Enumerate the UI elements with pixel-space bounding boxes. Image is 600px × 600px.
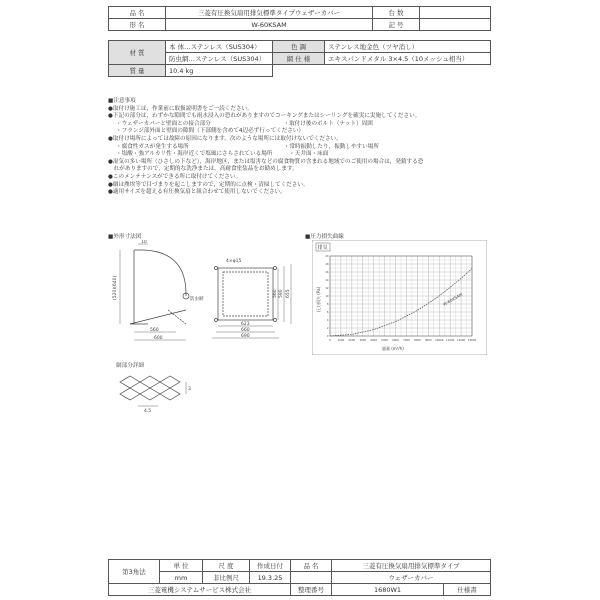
note-line: ・腐食性ガスが発生する場所 ・常時振動したり，振動しやすい場所 [116,143,379,150]
name-label-footer: 品 名 [291,560,332,572]
dim-690: 690 [241,334,250,339]
material-label: 材 質 [109,41,166,65]
y-tick-label: 12 [325,287,329,290]
x-tick-label: 0 [329,339,331,342]
qty-value [420,7,491,19]
docno-label: 整理番号 [291,584,332,596]
net-label: 防虫網 [190,297,204,302]
scale-label: 尺 度 [203,560,250,572]
color-label: 色 調 [273,41,325,53]
x-tick-label: 1000 [337,339,345,342]
unit-label: 単 位 [160,560,203,572]
notes-title: ■注意事項 [108,98,136,104]
y-tick-label: 4 [326,319,329,322]
dim-top: 10 [141,240,147,245]
sign-label: 記 号 [373,19,420,31]
mesh-detail [116,368,196,418]
note-line: ・塩酸・強アルカリ性・海岸近くで塩風にさらされている場所 ・天井面・床面 [116,151,329,158]
weight-value: 10.4 kg [166,65,273,77]
mesh-title: 網部分詳細 [116,363,144,369]
dim-623: 623 [241,322,250,327]
notes-section [108,98,508,197]
x-tick-label: 6000 [392,339,399,342]
chart-title: 排気 [317,245,328,251]
x-tick-label: 3000 [359,339,367,342]
mesh-label: 網 仕 様 [273,53,325,65]
note-line: ●下記の部分は，わずかな隙間でも雨水浸入の恐れがありますのでコーキングまたはシーリングを確実に実施してください。 [108,113,421,120]
x-tick-label: 12000 [456,339,466,342]
x-axis-label: 風量 (m³/h) [382,346,404,351]
qty-label: 台 数 [373,7,420,19]
dim-590-v: 590 [279,289,284,298]
x-tick-label: 9000 [425,339,432,342]
dim-left-vert: (520)(640) [113,275,118,300]
weight-label: 質 量 [109,65,166,77]
material-fin: 防虫網…ステンレス（SUS304） [166,53,273,65]
mesh-value: エキスパンドメタル 3×4.5（10メッシュ相当） [325,53,491,65]
company-name: 三菱電機システムサービス株式会社 [109,584,291,596]
x-tick-label: 4000 [370,339,377,342]
x-tick-label: 7000 [403,339,410,342]
y-tick-label: 10 [325,295,329,298]
side-view-hood [134,250,186,296]
spec-table [108,40,491,77]
x-tick-label: 8000 [414,339,421,342]
model-label: 形 名 [109,19,166,31]
dim-600: 600 [154,336,163,341]
name-value: 三菱有圧換気扇用排気標準タイプウェザーカバー [166,7,373,19]
note-line: ●取付け場所によっては故障の原因になります。次のような場所には取付けないでください。 [108,135,342,142]
x-tick-label: 10000 [435,339,444,342]
dim-660: 660 [241,328,250,333]
spec-label: 仕様書 [444,584,491,596]
note-line: ●湿気の多い場所（ひさしの下など），海岸地区，または塩害などの腐食物質の含まれる地域でのご使用の場合は，発錆する恐 [108,158,424,165]
docno-value: 1680W1 [332,584,444,596]
curve-annotation: W-60KSAM [442,291,464,307]
y-tick-label: 20 [325,255,329,258]
y-tick-label: 14 [325,279,329,282]
note-line: ●網は塵埃等で目づまりを起こしますので，定期的に点検・清掃してください。 [108,181,309,188]
x-tick-label: 5000 [381,339,388,342]
pressure-loss-chart [312,240,487,355]
y-tick-label: 6 [326,311,329,314]
y-tick-label: 2 [326,327,329,330]
x-tick-label: 11000 [446,339,455,342]
y-tick-label: 16 [325,271,329,274]
projection-label: 第3角法 [109,560,160,584]
note-line: ・ウェザーカバーと壁面との接合部分 ・取付け後のボルト（ナット）周囲 [116,120,373,127]
note-line: れがありますので，定期的な洗浄または，高耐食塗装品をお勧めします。 [108,166,298,173]
color-value: ステンレス地金色（ツヤ消し） [325,41,491,53]
note-line: ・フランジ部外面と壁面の隙間（下部側を含めて4辺必ず行ってください） [116,128,305,135]
sign-value [420,19,491,31]
header-table [108,6,491,31]
x-tick-label: 2000 [348,339,356,342]
mesh-dim-w: 4.5 [144,409,152,414]
note-line: ●適用サイズを超える有圧換気扇と組合わせて使用しないでください。 [108,189,286,196]
mesh-dim-h: 3 [188,387,191,392]
dim-holes: 4×φ15 [226,259,242,264]
pressure-title: ■圧力損失曲線 [305,234,344,240]
outline-drawing [108,240,298,350]
footer-table [108,559,491,596]
dim-560-v: 560 [273,289,278,298]
dim-560: 560 [150,328,159,333]
name-label: 品 名 [109,7,166,19]
unit-value: mm [160,572,203,584]
note-line: ●このメンテナンスができる所に取付けてください。 [108,173,242,180]
y-axis-label: 圧力損失 (Pa) [316,286,321,312]
outline-title: ■外形寸法図 [108,234,142,240]
material-main: 本 体…ステンレス（SUS304） [166,41,273,53]
name-value2: ウェザーカバー [332,572,491,584]
y-tick-label: 0 [326,335,329,338]
note-line: ●取付け施工は，作業前に取扱説明書をご一読ください。 [108,105,253,112]
name-value1: 三菱有圧換気扇用排気標準タイプ [332,560,491,572]
model-value: W-60KSAM [166,19,373,31]
date-label: 作成日付 [250,560,291,572]
y-tick-label: 18 [325,263,329,266]
scale-value: 非比例尺 [203,572,250,584]
dim-655-v: 655 [286,289,291,298]
front-view-frame [218,268,273,320]
y-tick-label: 8 [326,303,329,306]
date-value: 19.3.25 [250,572,291,584]
x-tick-label: 13000 [467,339,477,342]
